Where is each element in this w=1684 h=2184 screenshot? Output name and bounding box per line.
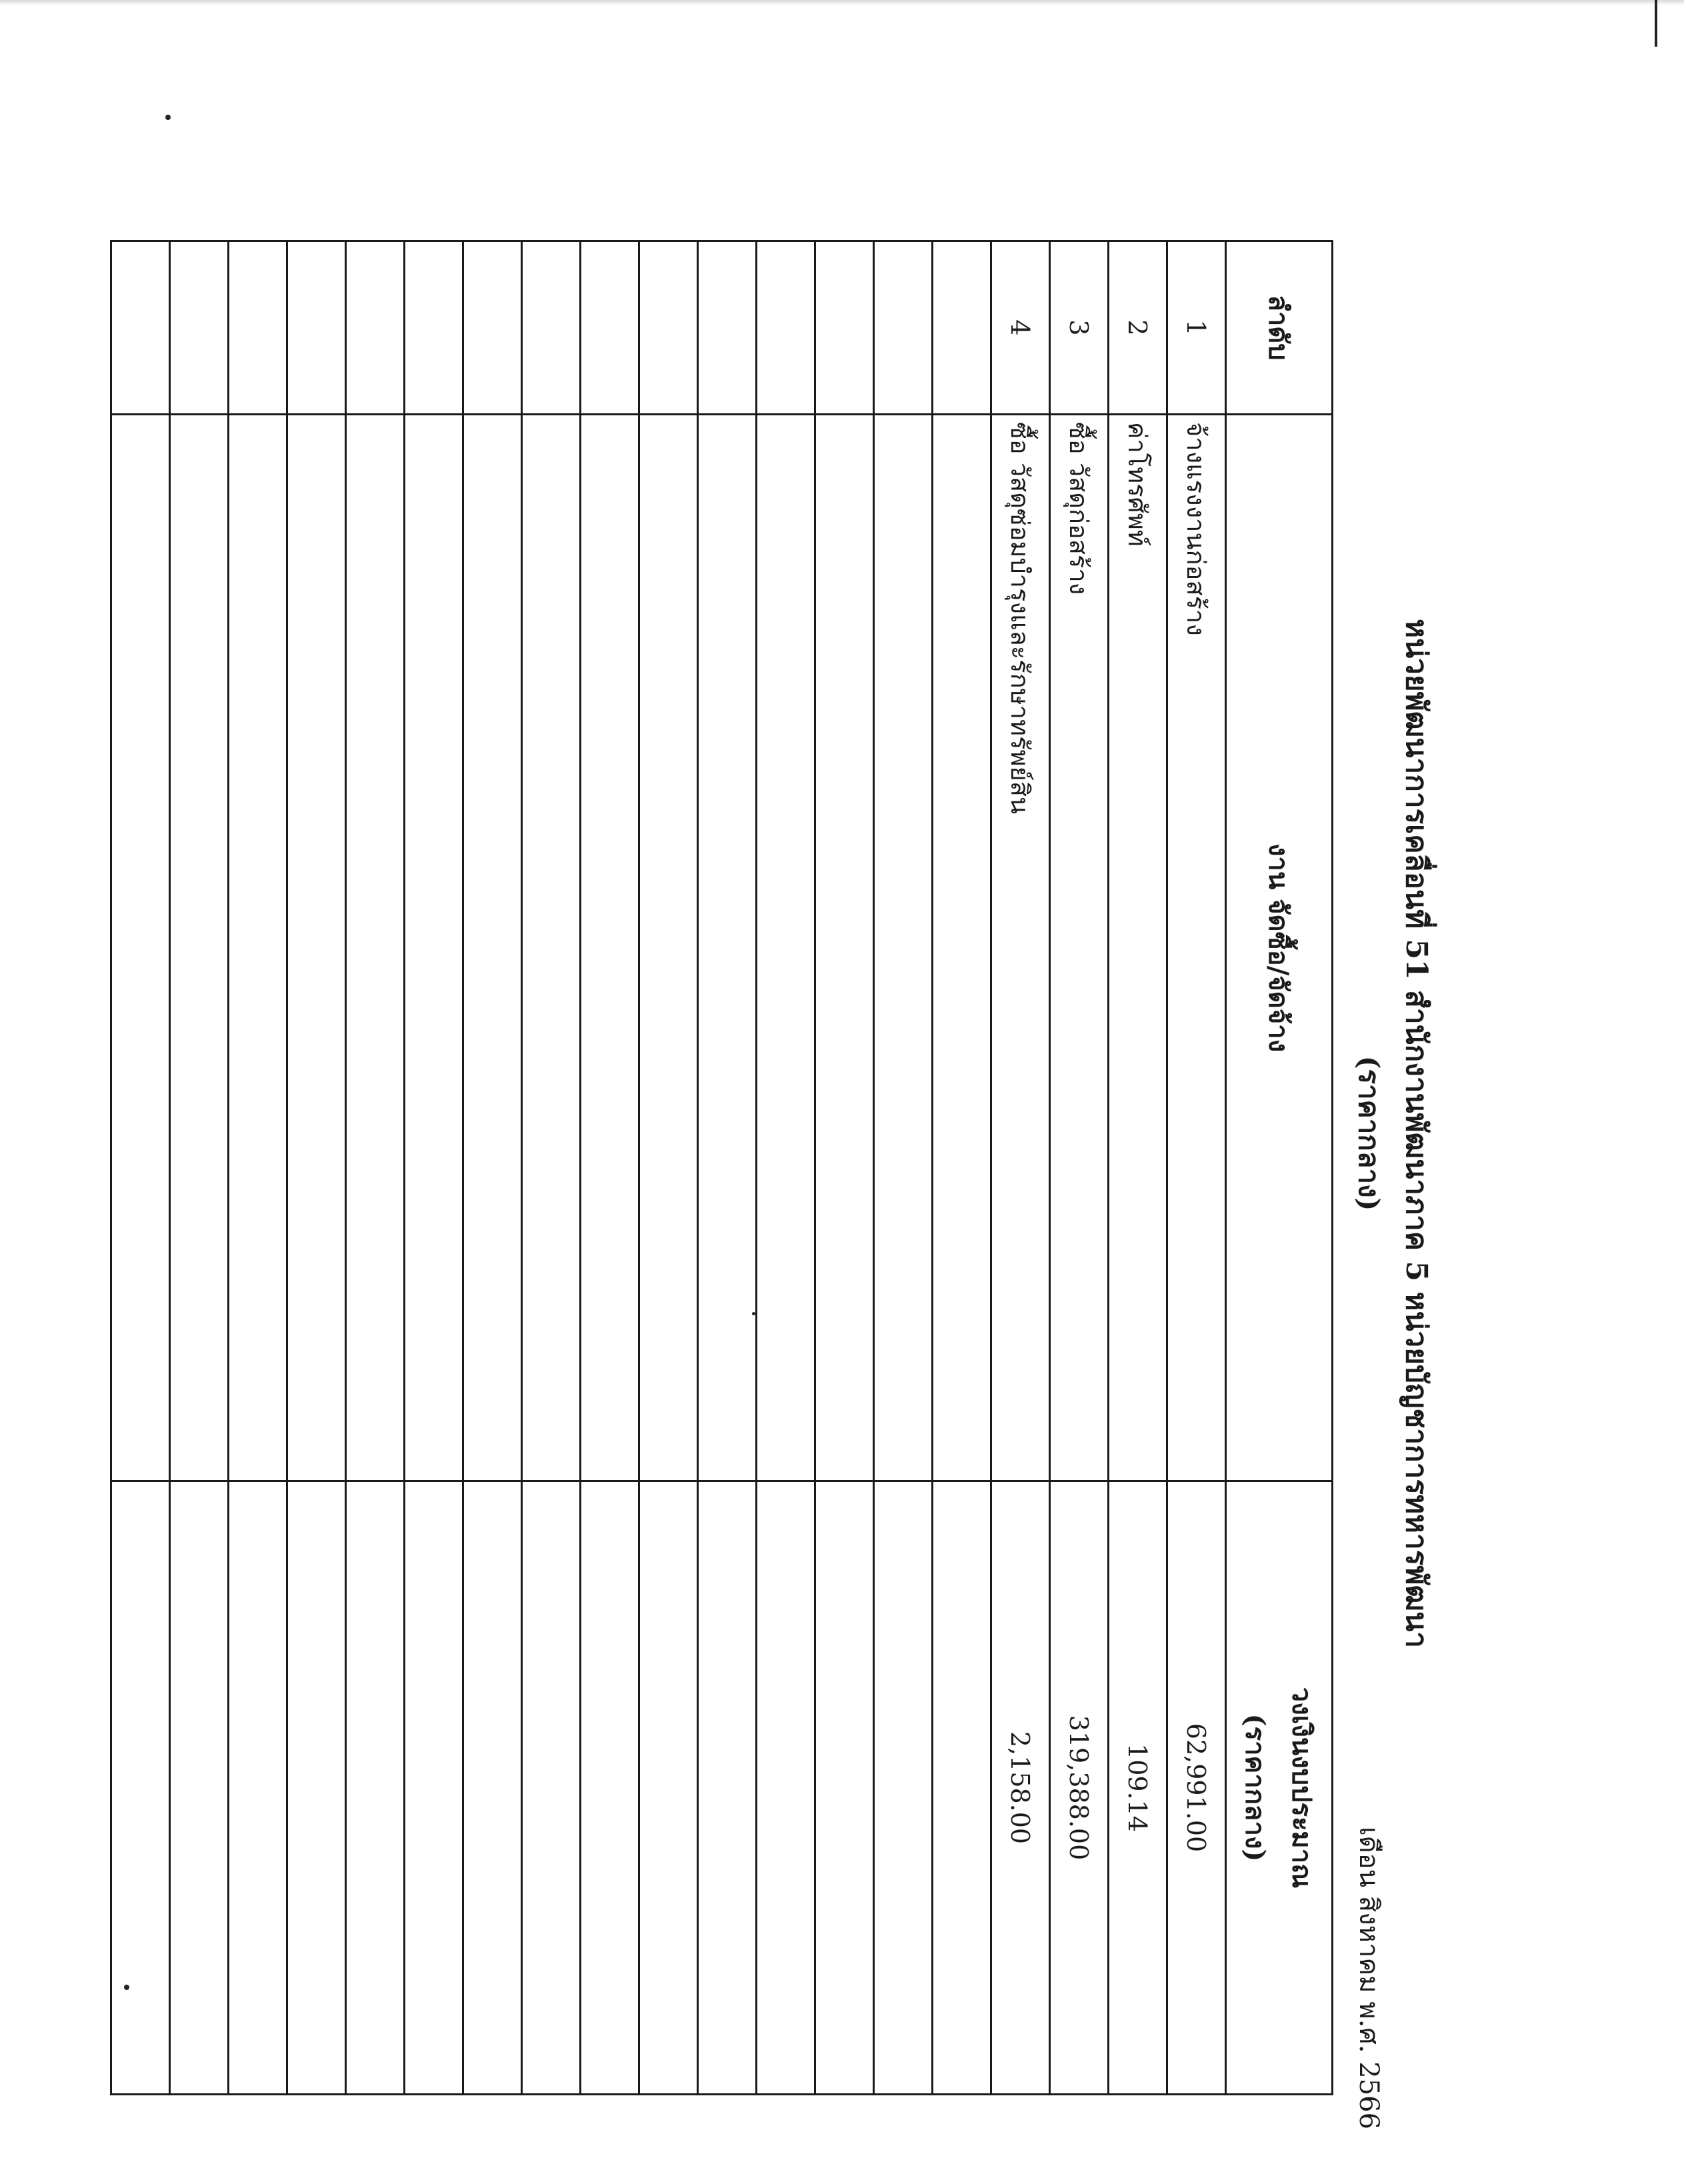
table-row (1167, 241, 1226, 2095)
empty-row (698, 241, 757, 2095)
procurement-table (110, 240, 1333, 2095)
empty-cell (111, 241, 170, 415)
empty-cell (463, 241, 522, 415)
row-amount: 2,158.00 (991, 1481, 1050, 2095)
document-subtitle: (ราคากลาง) (1353, 1055, 1385, 1211)
empty-cell (757, 1481, 815, 2095)
empty-cell (287, 415, 346, 1481)
empty-cell (229, 1481, 287, 2095)
scan-speck (165, 115, 171, 120)
empty-cell (815, 415, 874, 1481)
header-item: งาน จัดซื้อ/จัดจ้าง (1226, 415, 1333, 1481)
empty-cell (463, 415, 522, 1481)
empty-cell (111, 1481, 170, 2095)
empty-cell (933, 415, 991, 1481)
empty-cell (933, 241, 991, 415)
scan-corner-mark (1655, 0, 1684, 47)
row-no: 1 (1167, 241, 1226, 415)
row-no: 2 (1109, 241, 1167, 415)
row-item: ซื้อ วัสดุซ่อมบำรุงและรักษาทรัพย์สิน (991, 415, 1050, 1481)
header-amount-label: วงเงินงบประมาณ (1286, 1687, 1318, 1889)
table-row (1050, 241, 1109, 2095)
empty-row (874, 241, 933, 2095)
header-amount (1226, 1481, 1333, 2095)
empty-cell (581, 1481, 639, 2095)
empty-cell (170, 1481, 229, 2095)
row-amount: 109.14 (1109, 1481, 1167, 2095)
table-row (1109, 241, 1167, 2095)
report-month: เดือน สิงหาคม พ.ศ. 2566 (1353, 1827, 1384, 2130)
table-header-row (1226, 241, 1333, 2095)
empty-cell (463, 1481, 522, 2095)
empty-row (757, 241, 815, 2095)
empty-row (111, 241, 170, 2095)
empty-cell (405, 415, 463, 1481)
empty-row (463, 241, 522, 2095)
empty-row (229, 241, 287, 2095)
empty-cell (229, 241, 287, 415)
empty-cell (815, 1481, 874, 2095)
empty-cell (522, 415, 581, 1481)
document-title: หน่วยพัฒนาการเคลื่อนที่ 51 สำนักงานพัฒนาภาค 5 หน่วยบัญชาการทหารพัฒนา (1399, 619, 1433, 1648)
empty-row (522, 241, 581, 2095)
empty-cell (639, 415, 698, 1481)
rotated-page (240, 147, 1440, 2130)
header-amount-sub: (ราคากลาง) (1239, 1713, 1271, 1862)
empty-cell (346, 1481, 405, 2095)
row-item: ค่าโทรศัพท์ (1109, 415, 1167, 1481)
row-no: 3 (1050, 241, 1109, 415)
empty-cell (346, 241, 405, 415)
empty-row (405, 241, 463, 2095)
empty-cell (346, 415, 405, 1481)
empty-cell (111, 415, 170, 1481)
table-row (991, 241, 1050, 2095)
empty-cell (874, 241, 933, 415)
empty-row (639, 241, 698, 2095)
empty-row (815, 241, 874, 2095)
empty-cell (522, 241, 581, 415)
header-no: ลำดับ (1226, 241, 1333, 415)
row-item: ซื้อ วัสดุก่อสร้าง (1050, 415, 1109, 1481)
scan-top-edge (0, 0, 1684, 5)
empty-cell (581, 241, 639, 415)
empty-cell (815, 241, 874, 415)
empty-cell (639, 241, 698, 415)
empty-cell (933, 1481, 991, 2095)
row-amount: 319,388.00 (1050, 1481, 1109, 2095)
empty-cell (757, 241, 815, 415)
empty-cell (229, 415, 287, 1481)
empty-cell (522, 1481, 581, 2095)
empty-row (170, 241, 229, 2095)
empty-cell (405, 1481, 463, 2095)
empty-cell (639, 1481, 698, 2095)
row-item: จ้างแรงงานก่อสร้าง (1167, 415, 1226, 1481)
empty-cell (287, 1481, 346, 2095)
empty-cell (698, 1481, 757, 2095)
empty-row (287, 241, 346, 2095)
empty-row (581, 241, 639, 2095)
empty-cell (874, 1481, 933, 2095)
empty-cell (698, 415, 757, 1481)
row-no: 4 (991, 241, 1050, 415)
empty-cell (581, 415, 639, 1481)
empty-cell (170, 415, 229, 1481)
row-amount: 62,991.00 (1167, 1481, 1226, 2095)
empty-cell (757, 415, 815, 1481)
empty-cell (170, 241, 229, 415)
empty-row (933, 241, 991, 2095)
empty-cell (698, 241, 757, 415)
empty-cell (287, 241, 346, 415)
empty-cell (405, 241, 463, 415)
empty-cell (874, 415, 933, 1481)
empty-row (346, 241, 405, 2095)
